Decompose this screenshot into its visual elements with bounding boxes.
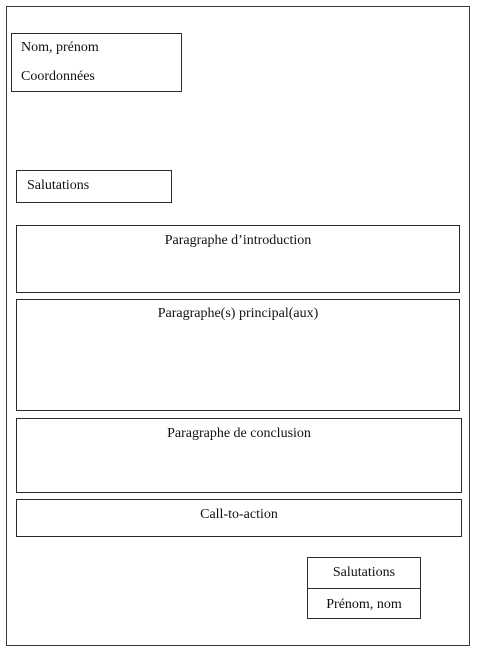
conclusion-label: Paragraphe de conclusion xyxy=(167,426,311,441)
closing-block xyxy=(307,557,421,619)
greeting-block xyxy=(16,170,172,203)
call-to-action-block xyxy=(16,499,462,537)
main-paragraphs-label: Paragraphe(s) principal(aux) xyxy=(157,306,319,321)
greeting-label: Salutations xyxy=(27,178,90,193)
closing-salutation-label: Salutations xyxy=(332,565,396,580)
closing-divider xyxy=(308,588,420,589)
introduction-label: Paragraphe d’introduction xyxy=(164,233,312,248)
call-to-action-label: Call-to-action xyxy=(200,507,278,522)
signature-label: Prénom, nom xyxy=(326,597,402,612)
sender-name-label: Nom, prénom xyxy=(21,40,99,55)
introduction-block xyxy=(16,225,460,293)
main-paragraphs-block xyxy=(16,299,460,411)
conclusion-block xyxy=(16,418,462,493)
sender-block xyxy=(11,33,182,92)
sender-contact-label: Coordonnées xyxy=(21,69,95,84)
